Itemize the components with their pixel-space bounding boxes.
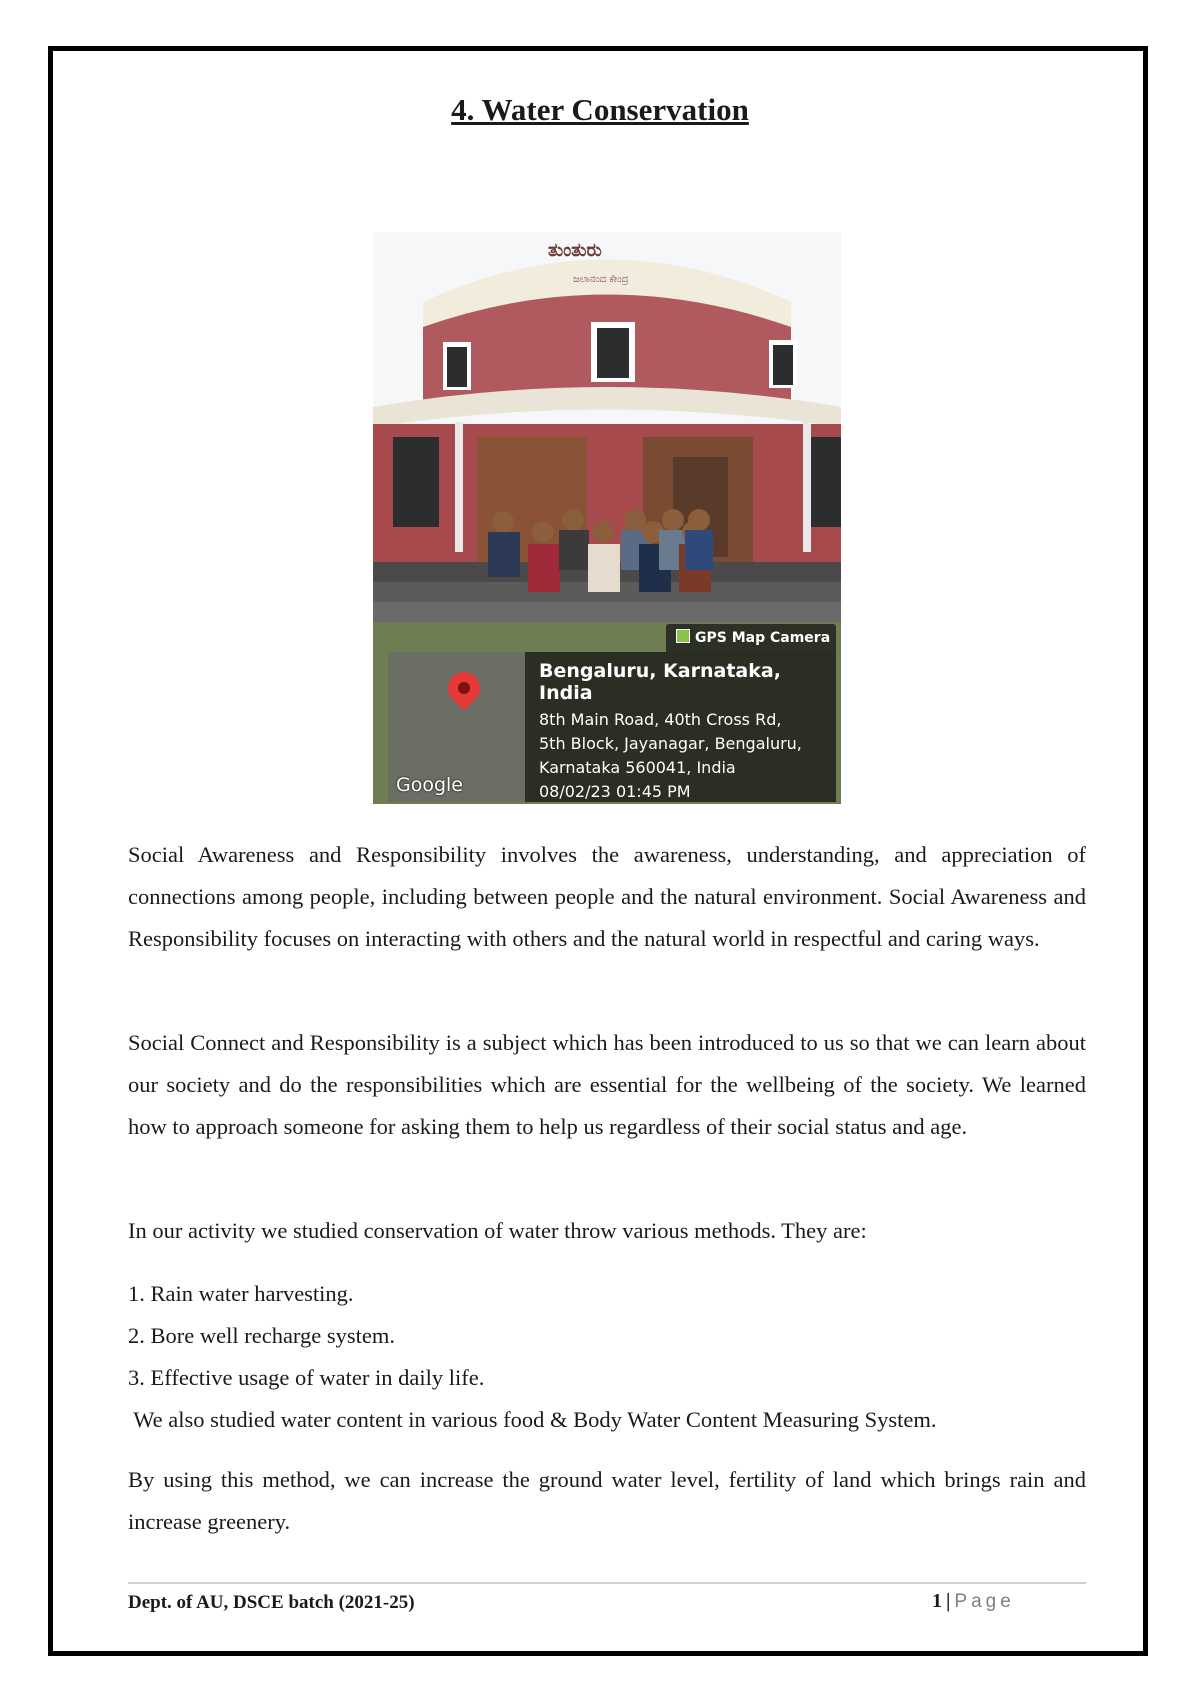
- paragraph-conclusion: By using this method, we can increase the ground water level, fertility of land which brings rain and increase greenery.: [128, 1467, 1086, 1534]
- map-pin-icon: [441, 665, 486, 710]
- gps-address-line: Karnataka 560041, India: [539, 758, 736, 777]
- page-title: 4. Water Conservation: [451, 92, 749, 127]
- footer-divider: [128, 1582, 1086, 1584]
- list-item: We also studied water content in various food & Body Water Content Measuring System.: [128, 1407, 937, 1432]
- footer-department: Dept. of AU, DSCE batch (2021-25): [128, 1592, 415, 1613]
- methods-list: [128, 1273, 937, 1441]
- paragraph-social-awareness: Social Awareness and Responsibility involves the awareness, understanding, and appreciation of connections among people, including between people and the natural environment. Social Awareness and Responsibility focuses on interacting with others and the natural world in respectful and caring ways.: [128, 842, 1086, 951]
- camera-icon: [676, 629, 690, 643]
- gps-address-line: 8th Main Road, 40th Cross Rd,: [539, 710, 782, 729]
- activity-photo: [373, 232, 841, 804]
- gps-timestamp: 08/02/23 01:45 PM: [539, 782, 691, 801]
- google-logo: Google: [396, 774, 464, 796]
- gps-city: Bengaluru, Karnataka, India: [539, 660, 781, 704]
- list-item: 3. Effective usage of water in daily life.: [128, 1365, 485, 1390]
- page-label: Page: [954, 1591, 1015, 1612]
- paragraph-activity-intro: In our activity we studied conservation of water throw various methods. They are:: [128, 1218, 867, 1243]
- footer-page-number: [932, 1590, 1015, 1613]
- page-number: 1: [932, 1590, 942, 1612]
- list-item: 2. Bore well recharge system.: [128, 1323, 396, 1348]
- gps-info-box: [525, 652, 836, 802]
- gps-camera-tag: [666, 624, 836, 652]
- building-sign: ತುಂತುರು: [548, 240, 602, 261]
- gps-map-thumbnail: [388, 652, 525, 802]
- gps-tag-label: GPS Map Camera: [695, 630, 831, 646]
- page-separator: |: [946, 1590, 951, 1612]
- paragraph-social-connect: Social Connect and Responsibility is a subject which has been introduced to us so that we can learn about our society and do the responsibilities which are essential for the wellbeing of the society. We learned how to approach someone for asking them to help us regardless of their social status and age.: [128, 1030, 1086, 1139]
- gps-address-line: 5th Block, Jayanagar, Bengaluru,: [539, 734, 802, 753]
- building-subsign: ಜಲಾನಂದ ಕೇಂದ್ರ: [573, 274, 629, 285]
- list-item: 1. Rain water harvesting.: [128, 1281, 354, 1306]
